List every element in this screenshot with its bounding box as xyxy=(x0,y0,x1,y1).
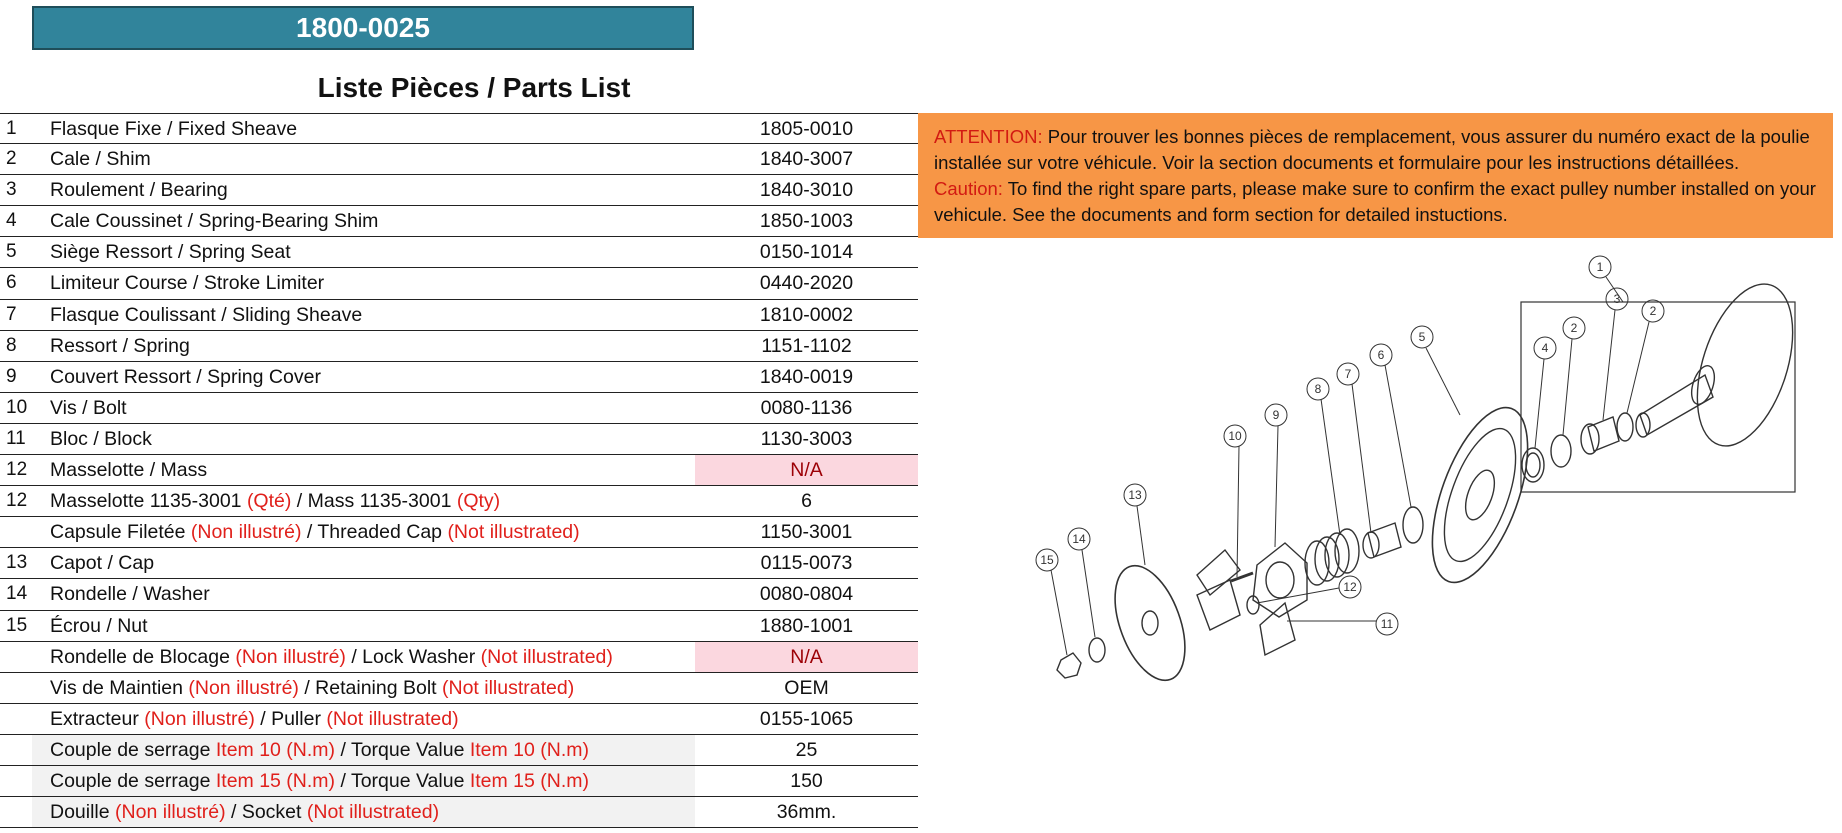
note-text: Item 15 (N.m) xyxy=(469,769,590,792)
exploded-pulley-diagram xyxy=(935,245,1835,825)
description-text: Rondelle / Washer xyxy=(50,583,210,606)
nut xyxy=(1057,653,1081,678)
page-title: 1800-0025 xyxy=(32,6,694,50)
note-text: (Not illustrated) xyxy=(326,707,459,730)
table-row xyxy=(0,424,918,455)
table-row xyxy=(0,362,918,393)
description-text: Capsule Filetée xyxy=(50,521,191,544)
item-description xyxy=(32,548,695,578)
stroke-limiter xyxy=(1368,523,1401,557)
description-text: Bloc / Block xyxy=(50,427,152,450)
part-number: 0155-1065 xyxy=(759,707,854,730)
callout-label: 3 xyxy=(1613,292,1621,306)
description-text: Cale / Shim xyxy=(50,148,151,171)
description-text: Rondelle de Blocage xyxy=(50,645,236,668)
item-description xyxy=(32,144,695,174)
caution-label: Caution: xyxy=(934,178,1003,199)
callout-label: 14 xyxy=(1072,532,1086,546)
part-number: 0080-1136 xyxy=(760,396,853,419)
table-row xyxy=(0,797,918,828)
description-text: / Puller xyxy=(254,707,327,730)
table-row xyxy=(0,735,918,766)
table-row xyxy=(0,673,918,704)
table-row xyxy=(0,486,918,517)
note-text: Item 10 (N.m) xyxy=(469,738,590,761)
item-description xyxy=(32,206,695,236)
part-number: 1840-3010 xyxy=(759,179,854,202)
item-description xyxy=(32,268,695,298)
table-row xyxy=(0,642,918,673)
part-number: 1840-0019 xyxy=(759,365,854,388)
part-number: 0150-1014 xyxy=(759,241,854,264)
item-description xyxy=(32,455,695,485)
item-description xyxy=(32,611,695,641)
description-text: / Retaining Bolt xyxy=(298,676,443,699)
item-description xyxy=(32,766,695,796)
callout-label: 9 xyxy=(1272,408,1280,422)
item-number: 1 xyxy=(6,118,17,139)
description-text: / Threaded Cap xyxy=(301,521,448,544)
table-row xyxy=(0,175,918,206)
table-row xyxy=(0,517,918,548)
parts-table xyxy=(0,113,918,828)
part-number: N/A xyxy=(695,642,918,672)
item-number: 2 xyxy=(6,148,17,170)
table-row xyxy=(0,611,918,642)
part-number: 0080-0804 xyxy=(759,583,854,606)
item-description xyxy=(32,300,695,330)
description-text: Ressort / Spring xyxy=(50,334,190,357)
note-text: (Not illustrated) xyxy=(442,676,575,699)
attention-notice xyxy=(918,113,1833,238)
item-number: 12 xyxy=(6,490,28,512)
item-description xyxy=(32,237,695,267)
item-description xyxy=(32,424,695,454)
washer xyxy=(1089,638,1105,662)
note-text: (Not illustrated) xyxy=(306,801,440,824)
part-number: 0440-2020 xyxy=(759,272,854,295)
note-text: (Non illustré) xyxy=(115,801,226,824)
item-description xyxy=(32,579,695,609)
item-description xyxy=(32,517,695,547)
description-text: / Lock Washer xyxy=(345,645,481,668)
callout-label: 15 xyxy=(1040,553,1054,567)
spring xyxy=(1305,529,1359,585)
item-number: 11 xyxy=(6,427,26,449)
description-text: Siège Ressort / Spring Seat xyxy=(50,241,291,264)
note-text: (Non illustré) xyxy=(188,676,299,699)
note-text: (Not illustrated) xyxy=(480,645,613,668)
callout-label: 10 xyxy=(1228,429,1242,443)
description-text: / Socket xyxy=(225,801,307,824)
note-text: (Non illustré) xyxy=(235,645,346,668)
table-row xyxy=(0,766,918,797)
description-text: / Mass 1135-3001 xyxy=(291,490,457,513)
description-text: Vis de Maintien xyxy=(50,676,189,699)
spring-seat xyxy=(1403,507,1423,543)
note-text: Item 10 (N.m) xyxy=(215,738,336,761)
bearing-3 xyxy=(1588,417,1619,451)
table-row xyxy=(0,144,918,175)
item-description xyxy=(32,393,695,423)
part-number: OEM xyxy=(784,676,829,699)
description-text: Couple de serrage xyxy=(50,738,216,761)
description-text: Douille xyxy=(50,801,116,824)
item-description xyxy=(32,642,695,672)
table-row xyxy=(0,331,918,362)
table-row xyxy=(0,579,918,610)
callout-label: 11 xyxy=(1380,617,1394,631)
description-text: Couple de serrage xyxy=(50,769,216,792)
table-row xyxy=(0,206,918,237)
item-number: 12 xyxy=(6,459,28,481)
callout-label: 2 xyxy=(1570,321,1578,335)
table-row xyxy=(0,113,918,144)
description-text: Écrou / Nut xyxy=(50,614,148,637)
attention-text: Pour trouver les bonnes pièces de remplacement, vous assurer du numéro exact de la poulie installée sur votre véhicule. Voir la section documents et formulaire pour les instructions détaillées. xyxy=(934,126,1810,173)
item-description xyxy=(32,735,695,765)
part-number: 1805-0010 xyxy=(759,118,854,140)
part-number: 1810-0002 xyxy=(759,303,854,326)
callout-label: 1 xyxy=(1596,260,1604,274)
parts-list-title: Liste Pièces / Parts List xyxy=(317,72,631,103)
item-description xyxy=(32,362,695,392)
part-number: N/A xyxy=(695,455,918,485)
part-number: 36mm. xyxy=(776,801,837,824)
note-text: (Non illustré) xyxy=(144,707,255,730)
table-row xyxy=(0,300,918,331)
callout-label: 6 xyxy=(1377,348,1385,362)
note-text: (Non illustré) xyxy=(190,521,302,544)
description-text: Flasque Fixe / Fixed Sheave xyxy=(50,118,298,140)
description-text: / Torque Value xyxy=(335,769,470,792)
part-number: 1880-1001 xyxy=(759,614,854,637)
description-text: Flasque Coulissant / Sliding Sheave xyxy=(50,303,363,326)
table-row xyxy=(0,268,918,299)
description-text: Capot / Cap xyxy=(50,552,155,575)
description-text: Vis / Bolt xyxy=(50,396,127,419)
item-description xyxy=(32,704,695,734)
item-number: 8 xyxy=(6,334,17,356)
cap xyxy=(1101,556,1198,689)
callout-label: 12 xyxy=(1343,580,1357,594)
part-number: 150 xyxy=(790,769,823,792)
note-text: (Qty) xyxy=(456,490,501,513)
description-text: Masselotte / Mass xyxy=(50,459,208,482)
description-text: Limiteur Course / Stroke Limiter xyxy=(50,272,325,295)
item-description xyxy=(32,331,695,361)
part-number: 25 xyxy=(795,738,818,761)
item-number: 14 xyxy=(6,583,28,605)
spring-cover xyxy=(1253,543,1307,617)
table-row xyxy=(0,548,918,579)
description-text: Extracteur xyxy=(50,707,145,730)
description-text: Masselotte 1135-3001 xyxy=(50,490,247,513)
table-row xyxy=(0,455,918,486)
item-number: 6 xyxy=(6,272,17,294)
table-row xyxy=(0,237,918,268)
item-number: 7 xyxy=(6,303,17,325)
callout-label: 8 xyxy=(1314,382,1322,396)
description-text: / Torque Value xyxy=(335,738,470,761)
item-description xyxy=(32,486,695,516)
detail-box xyxy=(1521,302,1795,492)
item-number: 4 xyxy=(6,210,17,232)
item-description xyxy=(32,114,695,143)
table-row xyxy=(0,704,918,735)
fixed-sheave xyxy=(1636,272,1811,458)
mass-blocks xyxy=(1197,550,1295,655)
item-description xyxy=(32,175,695,205)
caution-text: To find the right spare parts, please make sure to confirm the exact pulley number installed on your vehicule. See the documents and form section for detailed instuctions. xyxy=(934,178,1816,225)
sliding-sheave xyxy=(1413,396,1547,595)
shim-2b xyxy=(1551,435,1571,467)
callout-label: 5 xyxy=(1418,330,1426,344)
note-text: Item 15 (N.m) xyxy=(215,769,336,792)
attention-label: ATTENTION: xyxy=(934,126,1043,147)
item-number: 15 xyxy=(6,614,28,636)
callout-label: 13 xyxy=(1128,488,1142,502)
part-number: 6 xyxy=(801,490,812,513)
description-text: Cale Coussinet / Spring-Bearing Shim xyxy=(50,210,379,233)
item-number: 5 xyxy=(6,241,17,263)
shim-2 xyxy=(1617,413,1633,441)
item-description xyxy=(32,797,695,827)
callout-label: 4 xyxy=(1541,341,1549,355)
part-number: 1850-1003 xyxy=(759,210,854,233)
item-number: 9 xyxy=(6,365,17,387)
note-text: (Not illustrated) xyxy=(447,521,580,544)
callout-label: 2 xyxy=(1649,304,1657,318)
part-number: 1130-3003 xyxy=(760,427,853,450)
part-number: 1150-3001 xyxy=(760,521,853,544)
item-number: 3 xyxy=(6,179,17,201)
part-number: 1151-1102 xyxy=(761,334,852,357)
part-number: 1840-3007 xyxy=(759,148,854,171)
item-number: 10 xyxy=(6,396,28,418)
table-row xyxy=(0,393,918,424)
callout-label: 7 xyxy=(1344,367,1352,381)
callouts xyxy=(1036,256,1664,655)
item-number: 13 xyxy=(6,552,28,574)
part-number: 0115-0073 xyxy=(760,552,853,575)
item-description xyxy=(32,673,695,703)
description-text: Couvert Ressort / Spring Cover xyxy=(50,365,321,388)
description-text: Roulement / Bearing xyxy=(50,179,228,202)
note-text: (Qté) xyxy=(246,490,292,513)
